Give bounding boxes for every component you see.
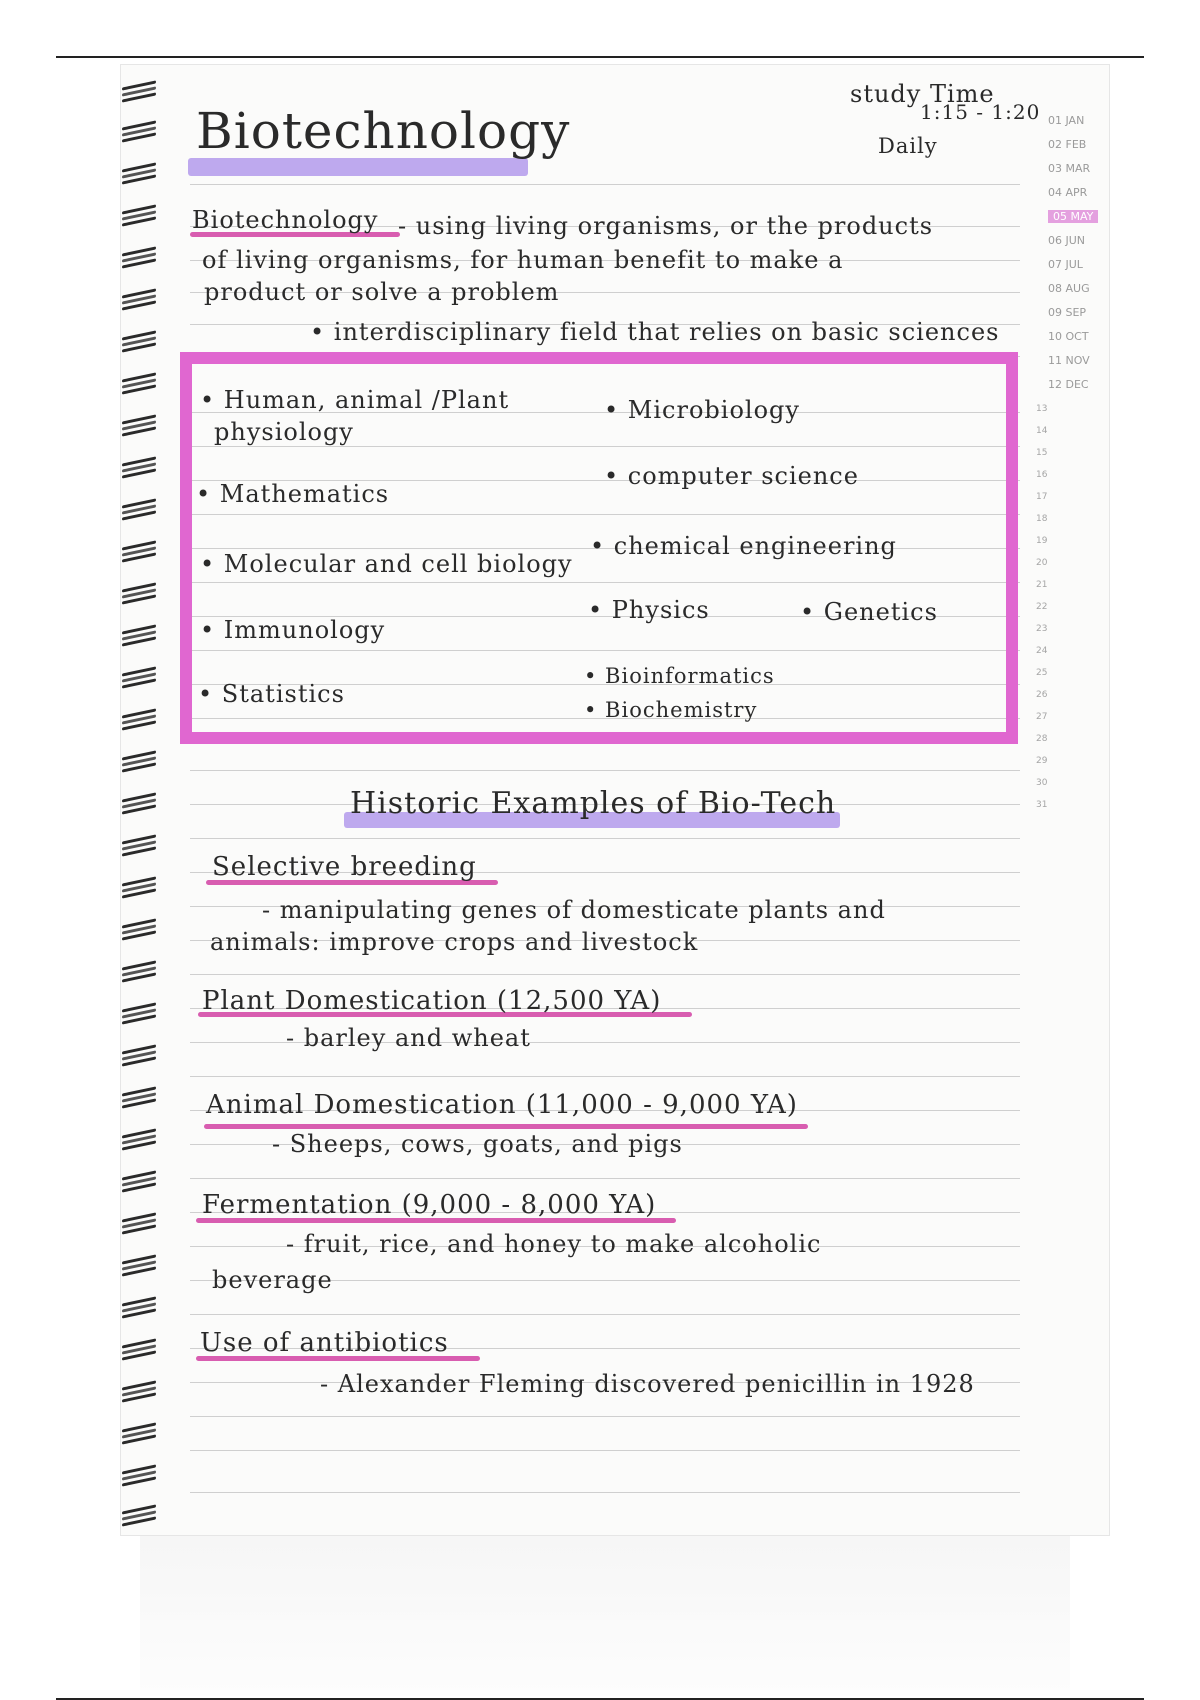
coil-icon	[120, 836, 160, 858]
title-highlight	[188, 158, 528, 176]
month-label: 09 SEP	[1048, 306, 1087, 319]
study-time-value: 1:15 - 1:20	[920, 100, 1041, 124]
coil-icon	[120, 626, 160, 648]
example-line: beverage	[212, 1266, 333, 1294]
day-number: 25	[1036, 668, 1048, 678]
study-time-label: study Time	[850, 80, 995, 108]
coil-icon	[120, 1466, 160, 1488]
science-item: • Genetics	[800, 598, 938, 626]
day-number: 28	[1036, 734, 1048, 744]
day-number: 31	[1036, 800, 1048, 810]
science-item: • Human, animal /Plant	[200, 386, 510, 414]
science-item: • Statistics	[198, 680, 345, 708]
day-number: 13	[1036, 404, 1048, 414]
ruled-line	[190, 1178, 1020, 1179]
day-number: 27	[1036, 712, 1048, 722]
day-number: 19	[1036, 536, 1048, 546]
science-item: physiology	[214, 418, 354, 446]
coil-icon	[120, 1506, 160, 1528]
example-line: animals: improve crops and livestock	[210, 928, 699, 956]
month-label: 04 APR	[1048, 186, 1088, 199]
coil-icon	[120, 1046, 160, 1068]
example-line: - Sheeps, cows, goats, and pigs	[272, 1130, 683, 1158]
day-number: 20	[1036, 558, 1048, 568]
month-label-active: 05 MAY	[1048, 210, 1098, 223]
month-label: 08 AUG	[1048, 282, 1090, 295]
definition-term: Biotechnology	[192, 206, 379, 234]
day-number: 22	[1036, 602, 1048, 612]
month-label: 07 JUL	[1048, 258, 1083, 271]
day-number: 26	[1036, 690, 1048, 700]
definition-bullet: • interdisciplinary field that relies on basic sciences	[310, 318, 1000, 346]
coil-icon	[120, 1088, 160, 1110]
day-number: 23	[1036, 624, 1048, 634]
day-number: 18	[1036, 514, 1048, 524]
example-heading: Fermentation (9,000 - 8,000 YA)	[202, 1190, 657, 1220]
coil-icon	[120, 332, 160, 354]
science-item: • computer science	[604, 462, 859, 490]
coil-icon	[120, 668, 160, 690]
coil-icon	[120, 1340, 160, 1362]
coil-icon	[120, 962, 160, 984]
day-number: 21	[1036, 580, 1048, 590]
top-rule	[56, 56, 1144, 58]
coil-icon	[120, 1004, 160, 1026]
ruled-line	[190, 1076, 1020, 1077]
ruled-line	[190, 974, 1020, 975]
month-label: 06 JUN	[1048, 234, 1086, 247]
coil-icon	[120, 164, 160, 186]
month-label: 12 DEC	[1048, 378, 1089, 391]
page-shadow	[140, 1536, 1070, 1696]
science-item: • Physics	[588, 596, 710, 624]
coil-icon	[120, 794, 160, 816]
example-heading: Plant Domestication (12,500 YA)	[202, 986, 662, 1016]
coil-icon	[120, 584, 160, 606]
coil-icon	[120, 1130, 160, 1152]
day-number: 16	[1036, 470, 1048, 480]
ruled-line	[190, 1450, 1020, 1451]
coil-icon	[120, 1172, 160, 1194]
coil-icon	[120, 500, 160, 522]
definition-line-2: of living organisms, for human benefit to make a	[202, 246, 844, 274]
month-label: 02 FEB	[1048, 138, 1087, 151]
section-title: Historic Examples of Bio-Tech	[350, 786, 837, 821]
example-line: - Alexander Fleming discovered penicillin in 1928	[320, 1370, 975, 1398]
month-label: 11 NOV	[1048, 354, 1090, 367]
example-line: - manipulating genes of domesticate plants and	[262, 896, 886, 924]
month-label: 01 JAN	[1048, 114, 1085, 127]
day-number: 17	[1036, 492, 1048, 502]
study-frequency: Daily	[878, 134, 938, 158]
example-line: - barley and wheat	[286, 1024, 531, 1052]
coil-icon	[120, 752, 160, 774]
ruled-line	[190, 1492, 1020, 1493]
definition-line-3: product or solve a problem	[204, 278, 560, 306]
heading-underline	[204, 1124, 808, 1129]
science-item: • Microbiology	[604, 396, 800, 424]
definition-line-1: - using living organisms, or the products	[398, 212, 934, 240]
ruled-line	[190, 1314, 1020, 1315]
ruled-line	[190, 770, 1020, 771]
coil-icon	[120, 290, 160, 312]
month-label: 10 OCT	[1048, 330, 1089, 343]
science-item: • Molecular and cell biology	[200, 550, 573, 578]
coil-icon	[120, 122, 160, 144]
day-number: 14	[1036, 426, 1048, 436]
coil-icon	[120, 542, 160, 564]
ruled-line	[190, 184, 1020, 185]
coil-icon	[120, 1424, 160, 1446]
example-heading: Use of antibiotics	[200, 1328, 449, 1358]
month-label: 03 MAR	[1048, 162, 1091, 175]
coil-icon	[120, 206, 160, 228]
coil-icon	[120, 416, 160, 438]
coil-icon	[120, 1214, 160, 1236]
example-heading: Animal Domestication (11,000 - 9,000 YA)	[206, 1090, 798, 1120]
day-number: 24	[1036, 646, 1048, 656]
science-item: • chemical engineering	[590, 532, 897, 560]
science-item: • Immunology	[200, 616, 386, 644]
coil-icon	[120, 248, 160, 270]
coil-icon	[120, 710, 160, 732]
coil-icon	[120, 1382, 160, 1404]
coil-icon	[120, 458, 160, 480]
page-title: Biotechnology	[196, 102, 571, 160]
coil-icon	[120, 1298, 160, 1320]
coil-icon	[120, 920, 160, 942]
science-item: • Bioinformatics	[584, 664, 775, 688]
example-heading: Selective breeding	[212, 852, 477, 882]
coil-icon	[120, 374, 160, 396]
day-number: 29	[1036, 756, 1048, 766]
coil-icon	[120, 1256, 160, 1278]
ruled-line	[190, 838, 1020, 839]
science-item: • Biochemistry	[584, 698, 758, 722]
ruled-line	[190, 1416, 1020, 1417]
coil-icon	[120, 878, 160, 900]
example-line: - fruit, rice, and honey to make alcoholic	[286, 1230, 822, 1258]
day-number: 30	[1036, 778, 1048, 788]
coil-icon	[120, 82, 160, 104]
science-item: • Mathematics	[196, 480, 390, 508]
day-number: 15	[1036, 448, 1048, 458]
